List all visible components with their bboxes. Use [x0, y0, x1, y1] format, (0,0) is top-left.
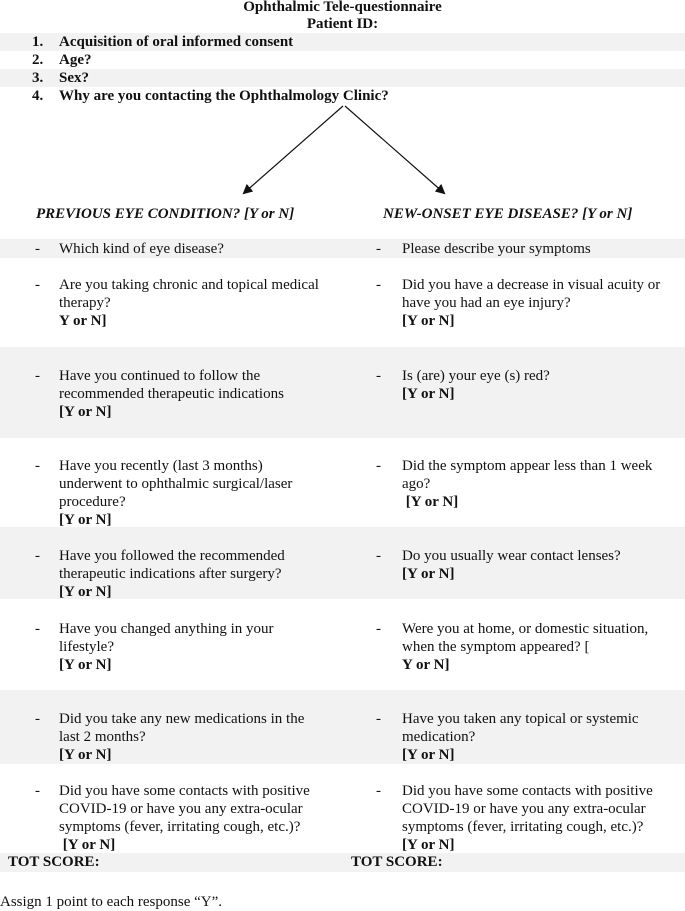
left-yes-no-answer: [Y or N] — [59, 837, 116, 853]
left-question-line: Which kind of eye disease? — [59, 241, 224, 257]
left-yes-no-answer: [Y or N] — [59, 747, 112, 763]
left-yes-no-answer: [Y or N] — [59, 512, 112, 528]
right-question-line: have you had an eye injury? — [402, 295, 571, 311]
footer-note: Assign 1 point to each response “Y”. — [0, 894, 223, 910]
left-yes-no-answer: [Y or N] — [59, 584, 112, 600]
page-title: Ophthalmic Tele-questionnaire — [243, 0, 442, 15]
left-row-dash: - — [35, 783, 40, 799]
left-row-dash: - — [35, 277, 40, 293]
question-text: Sex? — [59, 70, 89, 86]
right-row-dash: - — [376, 277, 381, 293]
left-yes-no-answer: Y or N] — [59, 313, 107, 329]
tot-score-right: TOT SCORE: — [351, 854, 443, 870]
right-question-line: Did you have a decrease in visual acuity or — [402, 277, 661, 293]
left-row-dash: - — [35, 548, 40, 564]
left-question-line: therapeutic indications after surgery? — [59, 566, 282, 582]
left-question-line: last 2 months? — [59, 729, 146, 745]
left-question-line: Have you continued to follow the — [59, 368, 261, 384]
tot-score-left: TOT SCORE: — [8, 854, 100, 870]
right-question-line: Is (are) your eye (s) red? — [402, 368, 550, 384]
right-yes-no-answer: [Y or N] — [402, 313, 455, 329]
question-text: Why are you contacting the Ophthalmology Clinic? — [59, 88, 389, 104]
right-yes-no-answer: [Y or N] — [402, 747, 455, 763]
left-row-dash: - — [35, 241, 40, 257]
right-yes-no-answer: Y or N] — [402, 657, 450, 673]
right-row-dash: - — [376, 783, 381, 799]
left-question-line: Have you followed the recommended — [59, 548, 285, 564]
right-yes-no-answer: [Y or N] — [402, 386, 455, 402]
question-text: Acquisition of oral informed consent — [59, 34, 294, 50]
right-row-dash: - — [376, 621, 381, 637]
left-question-line: COVID-19 or have you any extra-ocular — [59, 801, 303, 817]
left-row-dash: - — [35, 711, 40, 727]
right-question-line: Do you usually wear contact lenses? — [402, 548, 621, 564]
left-question-line: Have you recently (last 3 months) — [59, 458, 263, 474]
right-row-dash: - — [376, 241, 381, 257]
right-yes-no-answer: [Y or N] — [402, 837, 455, 853]
question-text: Age? — [59, 52, 92, 68]
right-row-dash: - — [376, 548, 381, 564]
right-question-line: Did the symptom appear less than 1 week — [402, 458, 653, 474]
question-number: 3. — [32, 70, 44, 86]
left-question-line: symptoms (fever, irritating cough, etc.)? — [59, 819, 301, 835]
left-row-dash: - — [35, 368, 40, 384]
left-yes-no-answer: [Y or N] — [59, 657, 112, 673]
question-number: 4. — [32, 88, 44, 104]
arrow-left — [244, 106, 343, 193]
right-question-line: Please describe your symptoms — [402, 241, 591, 257]
left-question-line: Have you changed anything in your — [59, 621, 274, 637]
patient-id-label: Patient ID: — [306, 16, 379, 32]
left-row-dash: - — [35, 458, 40, 474]
right-yes-no-answer: [Y or N] — [402, 566, 455, 582]
left-row-dash: - — [35, 621, 40, 637]
left-question-line: Are you taking chronic and topical medical — [59, 277, 319, 293]
right-question-line: Have you taken any topical or systemic — [402, 711, 639, 727]
arrow-right — [345, 106, 444, 193]
left-question-line: lifestyle? — [59, 639, 114, 655]
left-question-line: Did you have some contacts with positive — [59, 783, 310, 799]
right-question-line: Were you at home, or domestic situation, — [402, 621, 649, 637]
right-question-line: symptoms (fever, irritating cough, etc.)? — [402, 819, 644, 835]
right-row-dash: - — [376, 368, 381, 384]
right-question-line: when the symptom appeared? [ — [402, 639, 590, 655]
right-row-dash: - — [376, 458, 381, 474]
left-question-line: procedure? — [59, 494, 126, 510]
right-question-line: Did you have some contacts with positive — [402, 783, 653, 799]
new-onset-heading: NEW-ONSET EYE DISEASE? [Y or N] — [383, 206, 633, 222]
right-row-dash: - — [376, 711, 381, 727]
left-question-line: therapy? — [59, 295, 111, 311]
left-question-line: Did you take any new medications in the — [59, 711, 305, 727]
left-question-line: underwent to ophthalmic surgical/laser — [59, 476, 293, 492]
question-number: 1. — [32, 34, 44, 50]
right-question-line: ago? — [402, 476, 431, 492]
left-question-line: recommended therapeutic indications — [59, 386, 284, 402]
question-number: 2. — [32, 52, 44, 68]
right-question-line: medication? — [402, 729, 476, 745]
left-yes-no-answer: [Y or N] — [59, 404, 112, 420]
right-yes-no-answer: [Y or N] — [402, 494, 459, 510]
right-question-line: COVID-19 or have you any extra-ocular — [402, 801, 646, 817]
previous-condition-heading: PREVIOUS EYE CONDITION? [Y or N] — [36, 206, 295, 222]
